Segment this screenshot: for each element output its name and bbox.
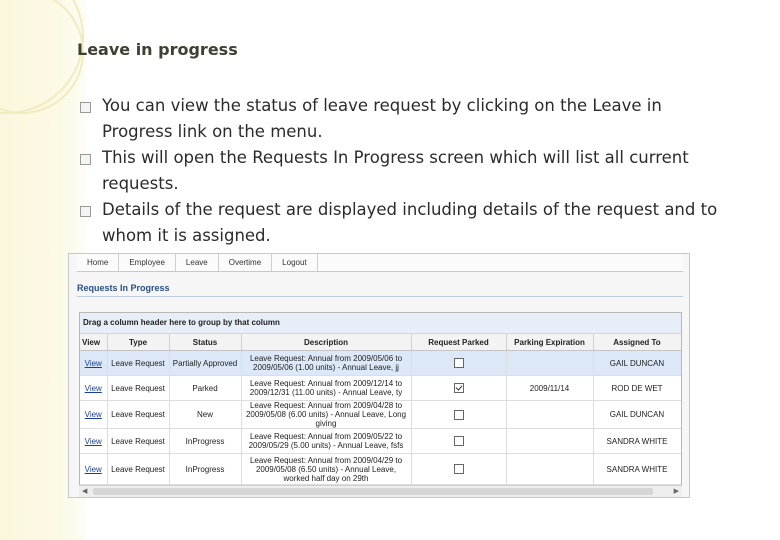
column-header-description[interactable]: Description [241, 334, 411, 351]
view-cell [80, 454, 107, 485]
screen-title: Requests In Progress [77, 283, 170, 293]
view-link[interactable]: View [84, 383, 102, 393]
bullet-item [80, 197, 720, 249]
view-link[interactable]: View [84, 410, 102, 419]
assigned-cell: GAIL DUNCAN [593, 351, 681, 376]
table-row[interactable] [80, 376, 681, 401]
menu-item-logout[interactable]: Logout [272, 254, 317, 271]
menu-item-leave[interactable]: Leave [176, 254, 219, 271]
group-by-bar[interactable]: Drag a column header here to group by that column [80, 313, 681, 334]
scroll-right-icon[interactable]: ▶ [673, 488, 679, 495]
parked-checkbox[interactable] [454, 410, 464, 420]
horizontal-scrollbar[interactable] [79, 485, 682, 497]
description-cell: Leave Request: Annual from 2009/04/29 to 2009/05/08 (6.50 units) - Annual Leave, worked half day on 29th [241, 454, 411, 485]
bullet-text: You can view the status of leave request by clicking on the Leave in Progress link on the menu. [102, 96, 662, 141]
assigned-cell: SANDRA WHITE [593, 454, 681, 485]
app-screenshot [68, 253, 690, 498]
menu-item-overtime[interactable]: Overtime [219, 254, 272, 271]
description-cell: Leave Request: Annual from 2009/12/14 to 2009/12/31 (11.00 units) - Annual Leave, ty [241, 376, 411, 401]
bullet-text: This will open the Requests In Progress screen which will list all current requests. [102, 148, 689, 193]
view-link[interactable]: View [84, 436, 102, 446]
bullet-item [80, 93, 720, 145]
table-row[interactable] [80, 401, 681, 429]
bullet-text: Details of the request are displayed including details of the request and to whom it is assigned. [102, 200, 718, 245]
status-cell: InProgress [169, 454, 241, 485]
table-row[interactable] [80, 454, 681, 485]
type-cell: Leave Request [107, 351, 169, 376]
bullet-box-icon [80, 102, 91, 113]
slide-title: Leave in progress [77, 40, 238, 59]
parked-cell [411, 351, 506, 376]
assigned-cell: ROD DE WET [593, 376, 681, 401]
parked-cell [411, 454, 506, 485]
expiration-cell [506, 429, 593, 454]
menu-item-employee[interactable]: Employee [119, 254, 176, 271]
assigned-cell: GAIL DUNCAN [593, 401, 681, 429]
view-cell [80, 351, 107, 376]
view-cell [80, 429, 107, 454]
divider [77, 296, 683, 297]
bullet-box-icon [80, 206, 91, 217]
requests-table [80, 334, 682, 485]
expiration-cell: 2009/11/14 [506, 376, 593, 401]
column-header-type[interactable]: Type [107, 334, 169, 351]
expiration-cell [506, 401, 593, 429]
description-cell: Leave Request: Annual from 2009/05/06 to 2009/05/06 (1.00 units) - Annual Leave, jj [241, 351, 411, 376]
type-cell: Leave Request [107, 429, 169, 454]
parked-checkbox[interactable] [454, 383, 464, 393]
parked-cell [411, 376, 506, 401]
bullet-item [80, 145, 720, 197]
menu-item-home[interactable]: Home [77, 254, 119, 271]
parked-checkbox[interactable] [454, 436, 464, 446]
expiration-cell [506, 454, 593, 485]
status-cell: Partially Approved [169, 351, 241, 376]
column-header-status[interactable]: Status [169, 334, 241, 351]
expiration-cell [506, 351, 593, 376]
column-header-view[interactable]: View [80, 334, 107, 351]
description-cell: Leave Request: Annual from 2009/05/22 to 2009/05/29 (5.00 units) - Annual Leave, fsfs [241, 429, 411, 454]
column-header-parking-expiration[interactable]: Parking Expiration [506, 334, 593, 351]
view-link[interactable]: View [84, 464, 102, 474]
column-header-assigned-to[interactable]: Assigned To [593, 334, 681, 351]
type-cell: Leave Request [107, 454, 169, 485]
status-cell: New [169, 401, 241, 429]
view-cell [80, 401, 107, 429]
column-header-request-parked[interactable]: Request Parked [411, 334, 506, 351]
scroll-thumb[interactable] [93, 488, 653, 495]
bullet-box-icon [80, 154, 91, 165]
view-cell [80, 376, 107, 401]
type-cell: Leave Request [107, 401, 169, 429]
bullet-list [80, 93, 720, 249]
table-header-row [80, 334, 681, 351]
type-cell: Leave Request [107, 376, 169, 401]
scroll-left-icon[interactable]: ◀ [82, 488, 88, 495]
description-cell: Leave Request: Annual from 2009/04/28 to 2009/05/08 (6.00 units) - Annual Leave, Long giving [241, 401, 411, 429]
table-row[interactable] [80, 351, 681, 376]
table-row[interactable] [80, 429, 681, 454]
parked-checkbox[interactable] [454, 358, 464, 368]
menu-bar [77, 254, 683, 272]
assigned-cell: SANDRA WHITE [593, 429, 681, 454]
status-cell: InProgress [169, 429, 241, 454]
parked-cell [411, 401, 506, 429]
status-cell: Parked [169, 376, 241, 401]
parked-cell [411, 429, 506, 454]
parked-checkbox[interactable] [454, 464, 464, 474]
view-link[interactable]: View [84, 358, 102, 368]
requests-grid [79, 312, 682, 497]
